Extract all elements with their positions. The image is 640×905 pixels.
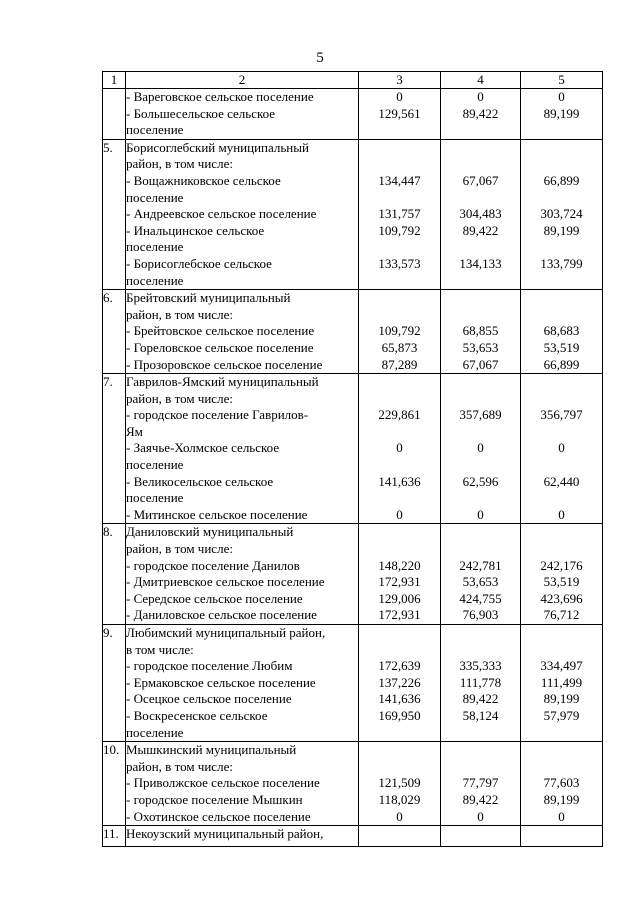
value-col4: 0 (477, 440, 484, 456)
value-col4: 357,689 (459, 407, 502, 423)
value-col4 (441, 391, 520, 408)
value-col3 (359, 490, 440, 507)
header-col-5: 5 (521, 72, 603, 89)
value-col3: 172,931 (378, 574, 421, 590)
value-cell-col4 (441, 374, 521, 524)
municipality-name-line: поселение (126, 239, 184, 255)
value-col5 (521, 391, 602, 408)
value-col5: 111,499 (540, 674, 583, 690)
municipality-name-line: - Митинское сельское поселение (126, 506, 308, 522)
value-col5 (521, 307, 602, 324)
value-col4 (441, 490, 520, 507)
municipality-name-line: - Большесельское сельское (126, 105, 276, 121)
value-col3: 131,757 (378, 206, 421, 222)
table-row (103, 89, 603, 140)
value-col5: 89,199 (543, 691, 580, 707)
value-col4: 76,903 (462, 607, 499, 623)
value-cell-col3 (359, 625, 441, 742)
value-col3 (359, 759, 440, 776)
value-cell-col5 (521, 374, 603, 524)
value-col3: 0 (396, 808, 403, 824)
value-cell-col5 (521, 625, 603, 742)
value-col3 (359, 156, 440, 173)
value-cell-col5 (521, 290, 603, 374)
value-col5: 0 (558, 506, 565, 522)
value-col5: 356,797 (540, 407, 583, 423)
municipality-name-line: - Брейтовское сельское поселение (126, 323, 315, 339)
municipality-name-line: район, в том числе: (126, 156, 233, 172)
value-cell-col4 (441, 290, 521, 374)
municipality-name-line: Мышкинский муниципальный (126, 742, 297, 758)
table-header-row (103, 72, 603, 89)
value-cell-col5 (521, 742, 603, 826)
value-col3 (359, 424, 440, 441)
value-col4: 0 (477, 506, 484, 522)
value-col5 (521, 490, 602, 507)
value-col5: 53,519 (543, 574, 580, 590)
municipality-name-line: - Великосельское сельское (126, 473, 274, 489)
value-col5 (521, 826, 602, 843)
row-number: 8. (103, 524, 126, 625)
value-cell-col5 (521, 89, 603, 140)
row-number: 7. (103, 374, 126, 524)
value-col3 (359, 190, 440, 207)
value-col4 (441, 742, 520, 759)
municipality-name-line: Брейтовский муниципальный (126, 290, 291, 306)
value-col3: 121,509 (378, 775, 421, 791)
value-col4 (441, 156, 520, 173)
municipality-name-line: - Даниловское сельское поселение (126, 607, 317, 623)
value-col3: 172,931 (378, 607, 421, 623)
municipality-name-line: - Дмитриевское сельское поселение (126, 574, 325, 590)
value-col5 (521, 541, 602, 558)
value-col5 (521, 524, 602, 541)
value-col5: 66,899 (543, 356, 580, 372)
municipality-name-cell (126, 524, 359, 625)
value-col4: 134,133 (459, 255, 502, 271)
municipality-name-line: - Середское сельское поселение (126, 590, 303, 606)
municipality-name-line: - Ермаковское сельское поселение (126, 674, 316, 690)
header-col-4: 4 (441, 72, 521, 89)
value-col5 (521, 290, 602, 307)
value-col5: 423,696 (540, 590, 583, 606)
municipality-name-line: - Заячье-Холмское сельское (126, 440, 280, 456)
value-col3: 137,226 (378, 674, 421, 690)
municipality-name-line: поселение (126, 189, 184, 205)
row-number (103, 89, 126, 140)
row-number: 5. (103, 139, 126, 289)
value-col5: 133,799 (540, 255, 583, 271)
value-col4: 89,422 (462, 691, 499, 707)
row-number: 11. (103, 826, 126, 847)
municipality-name-line: - городское поселение Гаврилов- (126, 407, 309, 423)
table-row (103, 139, 603, 289)
value-col5: 303,724 (540, 206, 583, 222)
value-col4 (441, 290, 520, 307)
value-col5: 77,603 (543, 775, 580, 791)
value-cell-col3 (359, 742, 441, 826)
value-col3: 129,006 (378, 590, 421, 606)
value-col5 (521, 239, 602, 256)
table-row (103, 742, 603, 826)
value-col4 (441, 524, 520, 541)
value-col3: 148,220 (378, 557, 421, 573)
value-col4: 0 (477, 808, 484, 824)
value-col3: 133,573 (378, 255, 421, 271)
value-col4: 89,422 (462, 791, 499, 807)
municipality-name-line: поселение (126, 490, 184, 506)
value-col4: 424,755 (459, 590, 502, 606)
value-cell-col4 (441, 625, 521, 742)
municipality-name-line: - Борисоглебское сельское (126, 255, 272, 271)
value-col5: 76,712 (543, 607, 580, 623)
value-col5 (521, 156, 602, 173)
row-number: 10. (103, 742, 126, 826)
value-col4 (441, 273, 520, 290)
value-cell-col5 (521, 826, 603, 847)
value-cell-col5 (521, 524, 603, 625)
value-col5 (521, 424, 602, 441)
value-col5: 0 (558, 808, 565, 824)
municipality-name-line: - Воскресенское сельское (126, 707, 268, 723)
municipality-name-line: поселение (126, 724, 184, 740)
value-col4: 67,067 (462, 356, 499, 372)
value-col3: 109,792 (378, 222, 421, 238)
municipality-name-cell (126, 742, 359, 826)
municipality-name-line: - Вареговское сельское поселение (126, 89, 314, 104)
municipality-name-line: - Осецкое сельское поселение (126, 691, 292, 707)
value-col3 (359, 122, 440, 139)
value-cell-col3 (359, 139, 441, 289)
row-number: 9. (103, 625, 126, 742)
value-col5 (521, 374, 602, 391)
value-col3 (359, 391, 440, 408)
value-col5: 0 (558, 89, 565, 104)
value-col4: 53,653 (462, 339, 499, 355)
table-row (103, 290, 603, 374)
value-col4 (441, 759, 520, 776)
municipality-name-cell (126, 139, 359, 289)
value-col5: 89,199 (543, 222, 580, 238)
municipality-name-line: поселение (126, 272, 184, 288)
municipality-name-cell (126, 290, 359, 374)
value-col3: 0 (396, 89, 403, 104)
value-col4 (441, 307, 520, 324)
value-col3 (359, 457, 440, 474)
value-col3 (359, 541, 440, 558)
value-col4: 242,781 (459, 557, 502, 573)
value-col5: 334,497 (540, 658, 583, 674)
value-col4: 67,067 (462, 172, 499, 188)
value-col4 (441, 190, 520, 207)
municipality-name-line: Любимский муниципальный район, (126, 625, 326, 640)
value-col4 (441, 826, 520, 843)
table-row (103, 374, 603, 524)
header-col-1: 1 (103, 72, 126, 89)
value-cell-col3 (359, 524, 441, 625)
value-cell-col4 (441, 826, 521, 847)
value-col5 (521, 742, 602, 759)
municipality-name-line: - Гореловское сельское поселение (126, 339, 314, 355)
value-col4: 68,855 (462, 323, 499, 339)
value-col3: 134,447 (378, 172, 421, 188)
municipality-name-line: Ям (126, 423, 143, 439)
municipality-name-cell (126, 374, 359, 524)
table-row (103, 826, 603, 847)
value-col5: 89,199 (543, 105, 580, 121)
municipality-name-line: - Андреевское сельское поселение (126, 206, 317, 222)
value-col4: 53,653 (462, 574, 499, 590)
municipality-name-line: - Охотинское сельское поселение (126, 808, 311, 824)
municipality-name-line: - Вощажниковское сельское (126, 172, 281, 188)
value-col5 (521, 642, 602, 659)
municipality-name-line: поселение (126, 122, 184, 138)
value-col3: 229,861 (378, 407, 421, 423)
value-col5: 53,519 (543, 339, 580, 355)
value-col5 (521, 457, 602, 474)
municipality-name-line: - городское поселение Мышкин (126, 791, 303, 807)
value-col4 (441, 424, 520, 441)
value-col4 (441, 625, 520, 642)
value-col5 (521, 725, 602, 742)
municipality-name-line: в том числе: (126, 641, 194, 657)
value-col3: 118,029 (378, 791, 421, 807)
value-col5: 68,683 (543, 323, 580, 339)
value-col3: 141,636 (378, 473, 421, 489)
municipality-name-line: - Инальцинское сельское (126, 222, 265, 238)
municipality-name-cell (126, 625, 359, 742)
municipality-name-line: поселение (126, 457, 184, 473)
value-col5: 89,199 (543, 791, 580, 807)
value-col3: 87,289 (381, 356, 418, 372)
value-cell-col4 (441, 742, 521, 826)
value-col4: 335,333 (459, 658, 502, 674)
value-col4 (441, 140, 520, 157)
row-number: 6. (103, 290, 126, 374)
value-col5 (521, 122, 602, 139)
municipality-name-line: район, в том числе: (126, 390, 233, 406)
value-cell-col3 (359, 826, 441, 847)
value-col3: 172,639 (378, 658, 421, 674)
value-col3: 169,950 (378, 707, 421, 723)
page-number: 5 (316, 50, 324, 66)
municipality-name-line: Борисоглебский муниципальный (126, 139, 309, 155)
municipality-name-line: район, в том числе: (126, 541, 233, 557)
municipality-name-line: Некоузский муниципальный район, (126, 826, 324, 842)
value-col5: 57,979 (543, 707, 580, 723)
value-col4 (441, 122, 520, 139)
value-col4: 62,596 (462, 473, 499, 489)
value-col3: 65,873 (381, 339, 418, 355)
value-col3 (359, 140, 440, 157)
value-col3 (359, 290, 440, 307)
header-col-2: 2 (126, 72, 359, 89)
municipality-name-line: район, в том числе: (126, 758, 233, 774)
municipality-name-line: Даниловский муниципальный (126, 524, 294, 540)
municipality-name-line: - Прозоровское сельское поселение (126, 356, 323, 372)
allocation-table (102, 71, 603, 847)
value-col5 (521, 759, 602, 776)
value-col4: 58,124 (462, 707, 499, 723)
municipality-name-line: Гаврилов-Ямский муниципальный (126, 374, 319, 390)
value-col3 (359, 725, 440, 742)
value-col4 (441, 457, 520, 474)
value-cell-col3 (359, 290, 441, 374)
value-col3 (359, 273, 440, 290)
value-col5: 0 (558, 440, 565, 456)
value-col4: 77,797 (462, 775, 499, 791)
value-col4 (441, 642, 520, 659)
table-row (103, 625, 603, 742)
value-col3 (359, 524, 440, 541)
value-col4: 0 (477, 89, 484, 104)
value-col3 (359, 239, 440, 256)
value-col3: 129,561 (378, 105, 421, 121)
municipality-name-line: - городское поселение Данилов (126, 557, 300, 573)
municipality-name-line: район, в том числе: (126, 306, 233, 322)
value-col3: 141,636 (378, 691, 421, 707)
value-col4 (441, 374, 520, 391)
value-col3 (359, 374, 440, 391)
municipality-name-line: - Приволжское сельское поселение (126, 775, 320, 791)
value-col3 (359, 742, 440, 759)
value-col5 (521, 273, 602, 290)
value-col3 (359, 625, 440, 642)
value-col4: 89,422 (462, 222, 499, 238)
value-col4 (441, 725, 520, 742)
value-col4: 304,483 (459, 206, 502, 222)
value-col5 (521, 140, 602, 157)
value-cell-col3 (359, 374, 441, 524)
value-col4 (441, 541, 520, 558)
value-col3 (359, 307, 440, 324)
value-col5 (521, 625, 602, 642)
value-col4: 111,778 (459, 674, 502, 690)
value-col4 (441, 239, 520, 256)
value-col5 (521, 190, 602, 207)
value-cell-col3 (359, 89, 441, 140)
value-cell-col4 (441, 89, 521, 140)
value-cell-col4 (441, 524, 521, 625)
value-col5: 66,899 (543, 172, 580, 188)
value-col3: 0 (396, 440, 403, 456)
value-col3: 109,792 (378, 323, 421, 339)
value-col3 (359, 642, 440, 659)
municipality-name-cell (126, 826, 359, 847)
value-col5: 62,440 (543, 473, 580, 489)
value-cell-col5 (521, 139, 603, 289)
municipality-name-cell (126, 89, 359, 140)
table-row (103, 524, 603, 625)
municipality-name-line: - городское поселение Любим (126, 658, 293, 674)
value-col4: 89,422 (462, 105, 499, 121)
value-cell-col4 (441, 139, 521, 289)
header-col-3: 3 (359, 72, 441, 89)
value-col3: 0 (396, 506, 403, 522)
value-col3 (359, 826, 440, 843)
value-col5: 242,176 (540, 557, 583, 573)
